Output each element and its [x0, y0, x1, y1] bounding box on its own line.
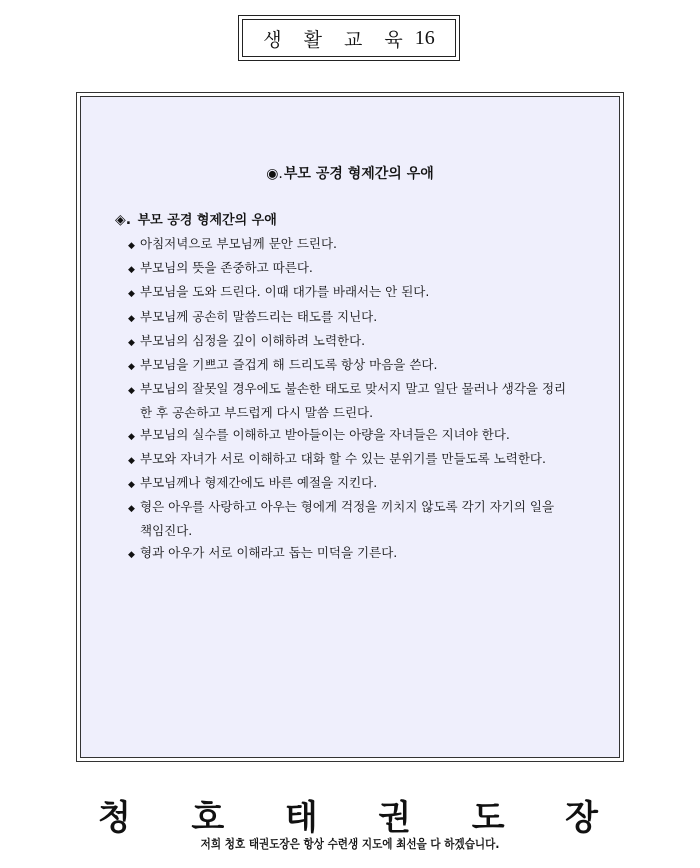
footer-tagline: 저희 청호 태권도장은 항상 수련생 지도에 최선을 다 하겠습니다. [200, 837, 500, 851]
list-item: ◆ 부모님의 잘못일 경우에도 불손한 태도로 맞서지 말고 일단 물러나 생각을 정리한 후 공손하고 부드럽게 다시 말씀 드린다. [128, 381, 567, 421]
list-item: ◆ 부모님께나 형제간에도 바른 예절을 지킨다. [128, 472, 568, 496]
dojang-name [98, 790, 598, 839]
section-heading-text: 부모 공경 형제간의 우애 [137, 213, 277, 228]
content-panel [76, 92, 624, 762]
list-item: ◆ 형은 아우를 사랑하고 아우는 형에게 걱정을 끼치지 않도록 각기 자기의 일을 책임진다. [128, 499, 559, 539]
content-panel-inner [80, 96, 620, 758]
list-item: ◆ 부모님께 공손히 말씀드리는 태도를 지닌다. [128, 306, 568, 330]
brand-char: 청 [98, 798, 131, 838]
brand-char: 도 [471, 798, 505, 838]
brand-char: 호 [191, 798, 225, 838]
diamond-bullet-icon: ◆ [128, 431, 135, 442]
diamond-bullet-icon: ◆ [128, 313, 135, 324]
diamond-bullet-icon: ◆ [128, 455, 135, 466]
list-item: ◆ 부모님을 기쁘고 즐겁게 해 드리도록 항상 마음을 쓴다. [128, 354, 568, 378]
title-box [238, 15, 460, 61]
diamond-bullet-icon: ◆ [128, 549, 135, 560]
diamond-icon: ◈. [115, 212, 132, 228]
title-inner [242, 19, 456, 57]
brand-char: 권 [378, 798, 412, 838]
brand-char: 태 [284, 798, 318, 838]
diamond-bullet-icon: ◆ [128, 362, 135, 373]
list-item: ◆ 아침저녁으로 부모님께 문안 드린다. [128, 233, 568, 257]
diamond-bullet-icon: ◆ [128, 265, 135, 276]
page-title: 생 활 교 육 [263, 28, 411, 51]
section-heading [115, 209, 277, 228]
circle-dot-icon: ◉. [266, 166, 283, 182]
section-title [81, 163, 619, 183]
diamond-bullet-icon: ◆ [128, 480, 135, 491]
list-item: ◆ 부모님의 뜻을 존중하고 따른다. [128, 257, 568, 281]
diamond-bullet-icon: ◆ [128, 504, 135, 515]
diamond-bullet-icon: ◆ [128, 241, 135, 251]
diamond-bullet-icon: ◆ [128, 386, 135, 397]
brand-char: 장 [565, 798, 598, 838]
list-item: ◆ 형과 아우가 서로 이해라고 돕는 미덕을 기른다. [128, 542, 568, 566]
diamond-bullet-icon: ◆ [128, 337, 135, 348]
diamond-bullet-icon: ◆ [128, 289, 135, 300]
list-item: ◆ 부모와 자녀가 서로 이해하고 대화 할 수 있는 분위기를 만들도록 노력한다. [128, 448, 568, 472]
list-item: ◆ 부모님의 심정을 깊이 이해하려 노력한다. [128, 330, 568, 354]
rules-list [128, 233, 568, 566]
list-item: ◆ 부모님의 실수를 이해하고 받아들이는 아량을 자녀들은 지녀야 한다. [128, 424, 568, 448]
page-number: 16 [414, 26, 435, 49]
list-item: ◆ 부모님을 도와 드린다. 이때 대가를 바래서는 안 된다. [128, 281, 568, 305]
section-title-text: 부모 공경 형제간의 우애 [283, 166, 434, 182]
